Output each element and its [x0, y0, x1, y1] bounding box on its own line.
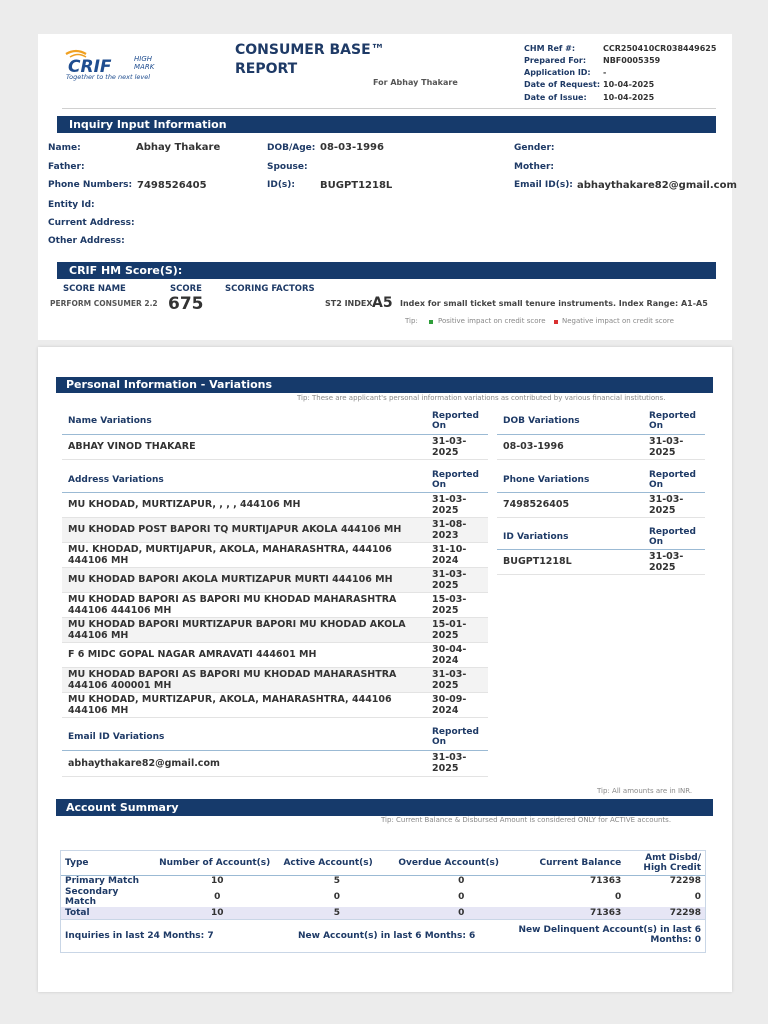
- col-active-accounts: Active Account(s): [283, 857, 373, 868]
- reported-on-line2: On: [432, 421, 447, 432]
- address-variation-date: [426, 692, 488, 717]
- email-variation-date: [426, 750, 488, 776]
- dob-variations-table: [497, 409, 705, 460]
- address-reported-on-header: [426, 468, 488, 492]
- id-variation-value: BUGPT1218L: [497, 549, 643, 574]
- dob-reported-on-header: [643, 409, 705, 434]
- entity-id-label: Entity Id:: [48, 200, 95, 210]
- account-balance: 71363: [589, 908, 622, 918]
- date-line2: 2025: [432, 579, 459, 591]
- address-variation-value: [62, 592, 426, 617]
- svg-text:HIGH: HIGH: [134, 55, 153, 63]
- date-line1: 31-03-: [432, 435, 467, 447]
- address-variation-value: [62, 617, 426, 642]
- date-line1: 31-03-: [432, 668, 467, 680]
- id-variations-table: [497, 525, 705, 575]
- address-variation-date: [426, 617, 488, 642]
- account-summary-bar: [56, 799, 713, 816]
- address-variation-row: [62, 592, 488, 617]
- scoring-factors-header: SCORING FACTORS: [225, 284, 315, 294]
- address-variation-value: [62, 667, 426, 692]
- date-line1: 31-08-: [432, 518, 467, 530]
- date-line2: 2025: [649, 561, 676, 573]
- date-line2: 2023: [432, 529, 459, 541]
- date-line1: 31-03-: [432, 568, 467, 580]
- mother-label: Mother:: [514, 162, 554, 172]
- meta-date-of-request-label: Date of Request:: [524, 80, 601, 89]
- col-current-balance: Current Balance: [539, 857, 622, 868]
- address-variation-value: [62, 492, 426, 517]
- account-number: 10: [210, 908, 224, 918]
- score-header: SCORE: [170, 284, 202, 294]
- id-variations-title: ID Variations: [497, 525, 643, 549]
- email-variations-table: [62, 724, 488, 777]
- positive-impact-icon: [429, 320, 433, 324]
- score-name-value: PERFORM CONSUMER 2.2: [50, 299, 158, 308]
- phone-variations-table: [497, 468, 705, 518]
- meta-application-id-label: Application ID:: [524, 68, 591, 77]
- meta-date-of-issue-value: 10-04-2025: [603, 93, 655, 102]
- name-label: Name:: [48, 143, 81, 153]
- date-line2: 2024: [432, 554, 459, 566]
- name-variation-row: [62, 434, 488, 459]
- address-variation-value: [62, 642, 426, 667]
- id-value: BUGPT1218L: [320, 180, 393, 191]
- date-line1: 30-04-: [432, 643, 467, 655]
- address-line2: 444106 MH: [68, 554, 129, 566]
- col-number-of-accounts: Number of Account(s): [159, 857, 271, 868]
- date-line2: 2025: [649, 446, 676, 458]
- reported-on-line2: On: [649, 536, 664, 547]
- name-variation-date: [426, 434, 488, 459]
- dob-variation-row: [497, 434, 705, 459]
- account-type: Secondary Match: [65, 887, 119, 907]
- new-delinquent-accounts: [518, 925, 701, 945]
- name-variations-title: Name Variations: [62, 409, 426, 434]
- address-line1: MU. KHODAD, MURTIJAPUR, AKOLA, MAHARASHTRA, 444106: [68, 543, 392, 555]
- positive-impact-text: Positive impact on credit score: [438, 317, 546, 325]
- address-line1: MU KHODAD, MURTIZAPUR, AKOLA, MAHARASHTRA, 444106: [68, 693, 392, 705]
- svg-text:MARK: MARK: [134, 63, 155, 71]
- account-disbursed: 0: [694, 892, 701, 902]
- email-variation-row: [62, 750, 488, 776]
- negative-impact-text: Negative impact on credit score: [562, 317, 674, 325]
- email-variations-title: Email ID Variations: [62, 724, 426, 750]
- address-line1: MU KHODAD, MURTIZAPUR, , , , 444106 MH: [68, 499, 301, 510]
- name-value: Abhay Thakare: [136, 142, 221, 153]
- name-variation-value: ABHAY VINOD THAKARE: [62, 434, 426, 459]
- spouse-label: Spouse:: [267, 162, 308, 172]
- st2-index-value: A5: [372, 295, 393, 311]
- dob-label: DOB/Age:: [267, 143, 316, 153]
- date-line1: 30-09-: [432, 693, 467, 705]
- address-variation-value: [62, 517, 426, 542]
- account-summary-footer: [61, 919, 705, 952]
- st2-index-label: ST2 INDEX: [325, 299, 373, 308]
- account-balance: 71363: [589, 876, 622, 887]
- personal-section-title: Personal Information - Variations: [66, 378, 273, 391]
- account-active: 5: [333, 876, 341, 887]
- address-variation-date: [426, 567, 488, 592]
- reported-on-line2: On: [649, 479, 664, 490]
- inquiry-section-title: Inquiry Input Information: [69, 118, 227, 131]
- account-disbursed: 72298: [669, 876, 701, 887]
- account-balance: 0: [615, 892, 622, 902]
- new-accounts-last-6-months: New Account(s) in last 6 Months: 6: [298, 931, 476, 941]
- new-delinquent-line1: New Delinquent Account(s) in last 6: [518, 925, 701, 935]
- email-label: Email ID(s):: [514, 180, 573, 190]
- address-variations-table: [62, 468, 488, 718]
- date-line2: 2025: [649, 504, 676, 516]
- id-reported-on-header: [643, 525, 705, 549]
- col-overdue-accounts: Overdue Account(s): [398, 857, 500, 868]
- phone-variations-title: Phone Variations: [497, 468, 643, 492]
- date-line2: 2025: [432, 629, 459, 641]
- date-line2: 2025: [432, 604, 459, 616]
- address-line1: MU KHODAD BAPORI AS BAPORI MU KHODAD MAHARASHTRA: [68, 593, 397, 605]
- st2-index-description: Index for small ticket small tenure instruments. Index Range: A1-A5: [400, 299, 708, 308]
- address-variation-row: [62, 642, 488, 667]
- inquiries-last-24-months: Inquiries in last 24 Months: 7: [65, 931, 214, 941]
- email-value: abhaythakare82@gmail.com: [577, 180, 737, 191]
- account-overdue: 0: [458, 908, 465, 918]
- phone-variation-value: 7498526405: [497, 492, 643, 517]
- name-variations-header: [62, 409, 488, 434]
- address-variation-date: [426, 517, 488, 542]
- phone-value: 7498526405: [137, 180, 207, 191]
- address-variation-row: [62, 517, 488, 542]
- address-line2: 444106 MH: [68, 629, 129, 641]
- date-line1: 31-10-: [432, 543, 467, 555]
- address-line2: 444106 444106 MH: [68, 604, 172, 616]
- dob-variations-header: [497, 409, 705, 434]
- email-reported-on-header: [426, 724, 488, 750]
- father-label: Father:: [48, 162, 85, 172]
- email-variation-value: abhaythakare82@gmail.com: [62, 750, 426, 776]
- address-line1: MU KHODAD BAPORI AS BAPORI MU KHODAD MAHARASHTRA: [68, 668, 397, 680]
- phone-variations-header: [497, 468, 705, 492]
- address-variation-value: [62, 542, 426, 567]
- account-type: Total: [65, 908, 90, 918]
- address-variation-value: [62, 692, 426, 717]
- date-line1: 31-03-: [649, 493, 684, 505]
- date-line2: 2025: [432, 679, 459, 691]
- report-title-line1: CONSUMER BASE™: [235, 42, 385, 58]
- reported-on-line1: Reported: [432, 726, 479, 737]
- score-name-header: SCORE NAME: [63, 284, 126, 294]
- col-amt-disbursed: Amt Disbd/ High Credit: [643, 852, 701, 873]
- address-variation-value: [62, 567, 426, 592]
- phone-variation-row: [497, 492, 705, 517]
- date-line1: 31-03-: [432, 493, 467, 505]
- date-line1: 31-03-: [649, 435, 684, 447]
- account-summary-title: Account Summary: [66, 801, 179, 814]
- personal-tip: Tip: These are applicant's personal information variations as contributed by various financial institutions.: [297, 394, 666, 402]
- address-line1: MU KHODAD BAPORI AKOLA MURTIZAPUR MURTI 444106 MH: [68, 574, 393, 585]
- date-line1: 31-03-: [432, 752, 467, 763]
- dob-variation-value: 08-03-1996: [497, 434, 643, 459]
- meta-prepared-for-value: NBF0005359: [603, 56, 661, 65]
- date-line1: 15-01-: [432, 618, 467, 630]
- score-section-bar: [57, 262, 716, 279]
- score-tip-label: Tip:: [405, 317, 418, 325]
- header-divider: [62, 108, 716, 109]
- score-section-title: CRIF HM Score(S):: [69, 264, 183, 277]
- meta-date-of-issue-label: Date of Issue:: [524, 93, 587, 102]
- id-label: ID(s):: [267, 180, 296, 190]
- phone-reported-on-header: [643, 468, 705, 492]
- date-line2: 2025: [432, 504, 459, 516]
- email-variations-header: [62, 724, 488, 750]
- new-delinquent-line2: Months: 0: [650, 935, 701, 945]
- meta-application-id-value: -: [603, 68, 607, 77]
- address-variation-row: [62, 542, 488, 567]
- gender-label: Gender:: [514, 143, 555, 153]
- address-variation-date: [426, 492, 488, 517]
- amount-tip: Tip: All amounts are in INR.: [597, 787, 693, 795]
- address-variation-row: [62, 567, 488, 592]
- reported-on-line2: On: [432, 736, 447, 747]
- report-title-line2: REPORT: [235, 61, 298, 77]
- account-row-primary: [61, 875, 705, 887]
- date-line1: 15-03-: [432, 593, 467, 605]
- address-variation-date: [426, 667, 488, 692]
- date-line1: 31-03-: [649, 550, 684, 562]
- brand-tagline: Together to the next level: [66, 73, 151, 81]
- date-line2: 2024: [432, 704, 459, 716]
- account-type: Primary Match: [65, 876, 140, 887]
- id-variations-header: [497, 525, 705, 549]
- svg-text:CRIF: CRIF: [68, 57, 112, 77]
- account-number: 10: [210, 876, 224, 887]
- date-line2: 2024: [432, 654, 459, 666]
- address-line1: F 6 MIDC GOPAL NAGAR AMRAVATI 444601 MH: [68, 649, 317, 660]
- account-summary-tip: Tip: Current Balance & Disbursed Amount is considered ONLY for ACTIVE accounts.: [381, 816, 672, 824]
- address-variation-row: [62, 617, 488, 642]
- meta-prepared-for-label: Prepared For:: [524, 56, 587, 65]
- reported-on-line1: Reported: [432, 469, 479, 480]
- meta-chm-ref-label: CHM Ref #:: [524, 44, 576, 53]
- negative-impact-icon: [554, 320, 558, 324]
- reported-on-line1: Reported: [649, 526, 696, 537]
- id-variation-row: [497, 549, 705, 574]
- account-disbursed: 72298: [669, 908, 701, 918]
- personal-section-bar: [56, 377, 713, 393]
- account-summary-table: [60, 850, 706, 953]
- reported-on-line1: Reported: [649, 411, 696, 422]
- dob-variation-date: [643, 434, 705, 459]
- address-variation-row: [62, 667, 488, 692]
- address-line1: MU KHODAD BAPORI MURTIZAPUR BAPORI MU KHODAD AKOLA: [68, 618, 406, 630]
- current-address-label: Current Address:: [48, 218, 135, 228]
- meta-chm-ref-value: CCR250410CR038449625: [603, 44, 717, 53]
- reported-on-line1: Reported: [649, 469, 696, 480]
- address-variation-date: [426, 642, 488, 667]
- meta-date-of-request-value: 10-04-2025: [603, 80, 655, 89]
- account-active: 5: [333, 908, 341, 918]
- address-variation-row: [62, 492, 488, 517]
- address-variations-header: [62, 468, 488, 492]
- dob-variations-title: DOB Variations: [497, 409, 643, 434]
- report-for: For Abhay Thakare: [373, 78, 458, 87]
- id-variation-date: [643, 549, 705, 574]
- address-variations-title: Address Variations: [62, 468, 426, 492]
- date-line2: 2025: [432, 763, 459, 774]
- name-variations-table: [62, 409, 488, 460]
- address-line1: MU KHODAD POST BAPORI TQ MURTIJAPUR AKOLA 444106 MH: [68, 524, 402, 535]
- account-row-total: [61, 907, 705, 919]
- reported-on-line1: Reported: [432, 411, 479, 422]
- address-variation-date: [426, 592, 488, 617]
- dob-value: 08-03-1996: [320, 142, 384, 153]
- account-number: 0: [214, 892, 221, 902]
- reported-on-line2: On: [649, 421, 664, 432]
- address-variation-date: [426, 542, 488, 567]
- name-reported-on-header: [426, 409, 488, 434]
- col-type: Type: [65, 857, 89, 868]
- inquiry-section-bar: [57, 116, 716, 133]
- date-line2: 2025: [432, 446, 459, 458]
- address-line2: 444106 400001 MH: [68, 679, 172, 691]
- reported-on-line2: On: [432, 479, 447, 490]
- phone-label: Phone Numbers:: [48, 180, 133, 190]
- account-active: 0: [333, 892, 341, 902]
- score-value: 675: [168, 294, 204, 314]
- account-overdue: 0: [458, 892, 465, 902]
- account-row-secondary: [61, 887, 705, 907]
- address-line2: 444106 MH: [68, 704, 129, 716]
- account-overdue: 0: [458, 876, 465, 887]
- other-address-label: Other Address:: [48, 236, 125, 246]
- account-summary-header: [61, 851, 705, 875]
- phone-variation-date: [643, 492, 705, 517]
- address-variation-row: [62, 692, 488, 717]
